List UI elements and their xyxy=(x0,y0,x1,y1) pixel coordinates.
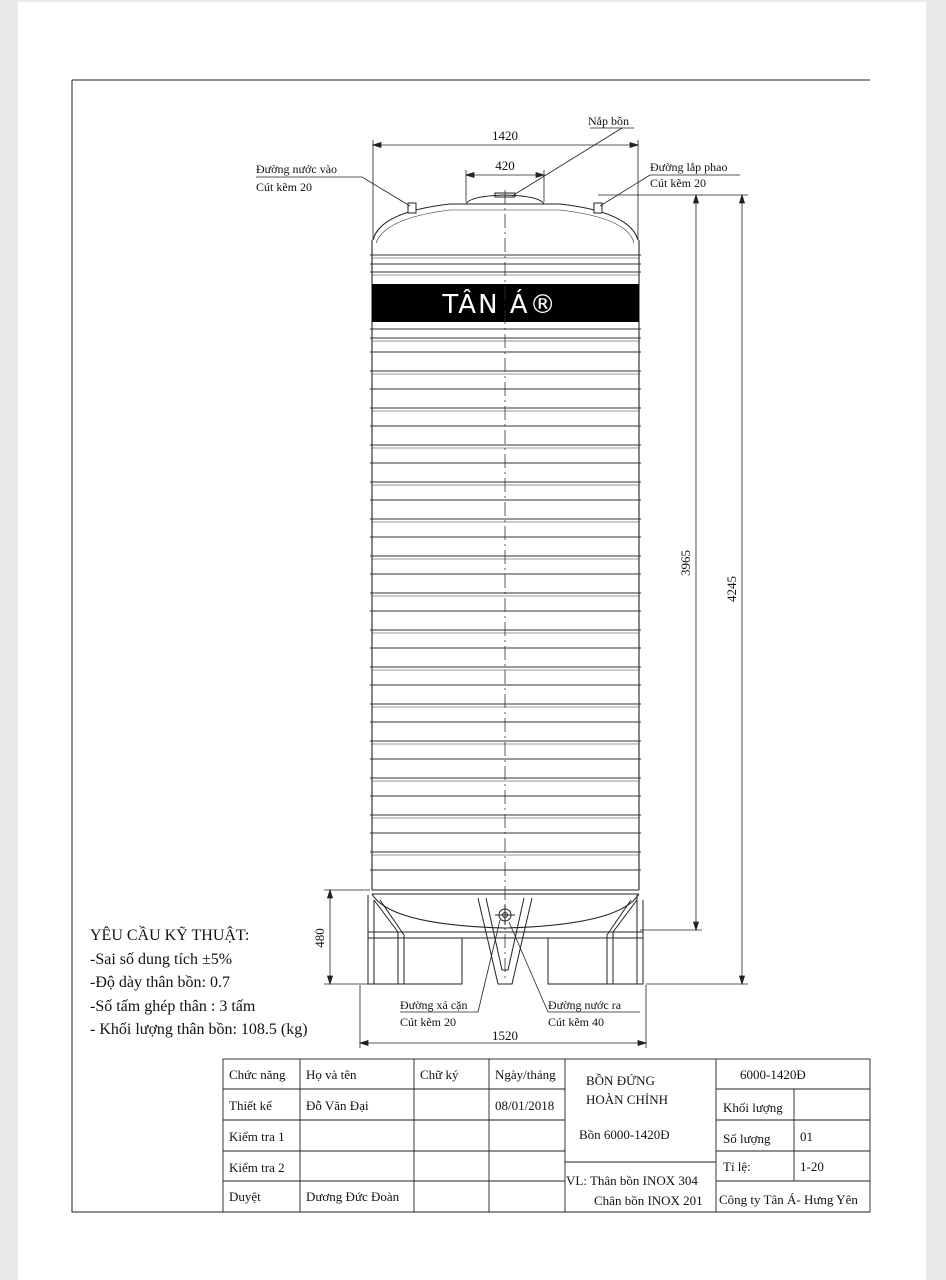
leader-lines xyxy=(256,128,740,1012)
label-float-fitting: Cút kẽm 20 xyxy=(650,176,706,190)
requirements-title: YÊU CẦU KỸ THUẬT: xyxy=(90,927,250,944)
dim-base-width: 1520 xyxy=(492,1028,518,1043)
label-outlet: Đường nước ra xyxy=(548,998,622,1012)
quantity-label: Số lượng xyxy=(723,1131,771,1146)
header-role: Chức năng xyxy=(229,1067,286,1082)
scale-value: 1-20 xyxy=(800,1159,824,1174)
technical-requirements xyxy=(90,924,308,1042)
requirement-item: -Độ dày thân bồn: 0.7 xyxy=(90,974,230,991)
label-drain: Đường xả cặn xyxy=(400,998,468,1012)
brand-logo-text: TÂN Á® xyxy=(442,290,558,320)
requirement-item: - Khối lượng thân bồn: 108.5 (kg) xyxy=(90,1021,308,1038)
dim-body-height: 3965 xyxy=(678,550,693,576)
label-inlet: Đường nước vào xyxy=(256,162,338,176)
tank-ribs xyxy=(370,255,641,870)
dim-total-height: 4245 xyxy=(724,576,739,602)
frame-border xyxy=(72,80,870,1212)
row-name: Đỗ Văn Đại xyxy=(306,1098,369,1113)
dim-width-top: 1420 xyxy=(492,128,518,143)
dim-lid-width: 420 xyxy=(495,158,515,173)
header-signature: Chữ ký xyxy=(420,1067,459,1082)
label-drain-fitting: Cút kẽm 20 xyxy=(400,1015,456,1029)
product-title-line2: HOÀN CHỈNH xyxy=(586,1092,668,1107)
product-title-line1: BỒN ĐỨNG xyxy=(586,1073,655,1088)
drawing-code: 6000-1420Đ xyxy=(740,1067,806,1082)
company-name: Công ty Tân Á- Hưng Yên xyxy=(719,1192,858,1207)
row-role: Kiểm tra 2 xyxy=(229,1160,285,1175)
row-role: Duyệt xyxy=(229,1189,261,1204)
row-role: Thiết kế xyxy=(229,1098,272,1113)
header-date: Ngày/tháng xyxy=(495,1067,556,1082)
product-model: Bồn 6000-1420Đ xyxy=(579,1127,670,1142)
label-float: Đường lắp phao xyxy=(650,160,728,174)
dim-stand-height: 480 xyxy=(312,928,327,948)
row-date: 08/01/2018 xyxy=(495,1098,555,1113)
label-outlet-fitting: Cút kẽm 40 xyxy=(548,1015,604,1029)
requirement-item: -Số tấm ghép thân : 3 tấm xyxy=(90,997,256,1015)
material-stand: Chân bồn INOX 201 xyxy=(594,1193,703,1208)
requirement-item: -Sai số dung tích ±5% xyxy=(90,950,233,968)
label-inlet-fitting: Cút kẽm 20 xyxy=(256,180,312,194)
header-name: Họ và tên xyxy=(306,1067,357,1082)
quantity-value: 01 xyxy=(800,1129,813,1144)
scale-label: Tỉ lệ: xyxy=(723,1159,751,1174)
row-name: Dương Đức Đoàn xyxy=(306,1189,400,1204)
weight-label: Khối lượng xyxy=(723,1100,783,1115)
stand-frame xyxy=(368,895,643,984)
row-role: Kiểm tra 1 xyxy=(229,1129,285,1144)
material-body: VL: Thân bồn INOX 304 xyxy=(566,1173,698,1188)
label-lid: Nắp bồn xyxy=(588,114,629,128)
